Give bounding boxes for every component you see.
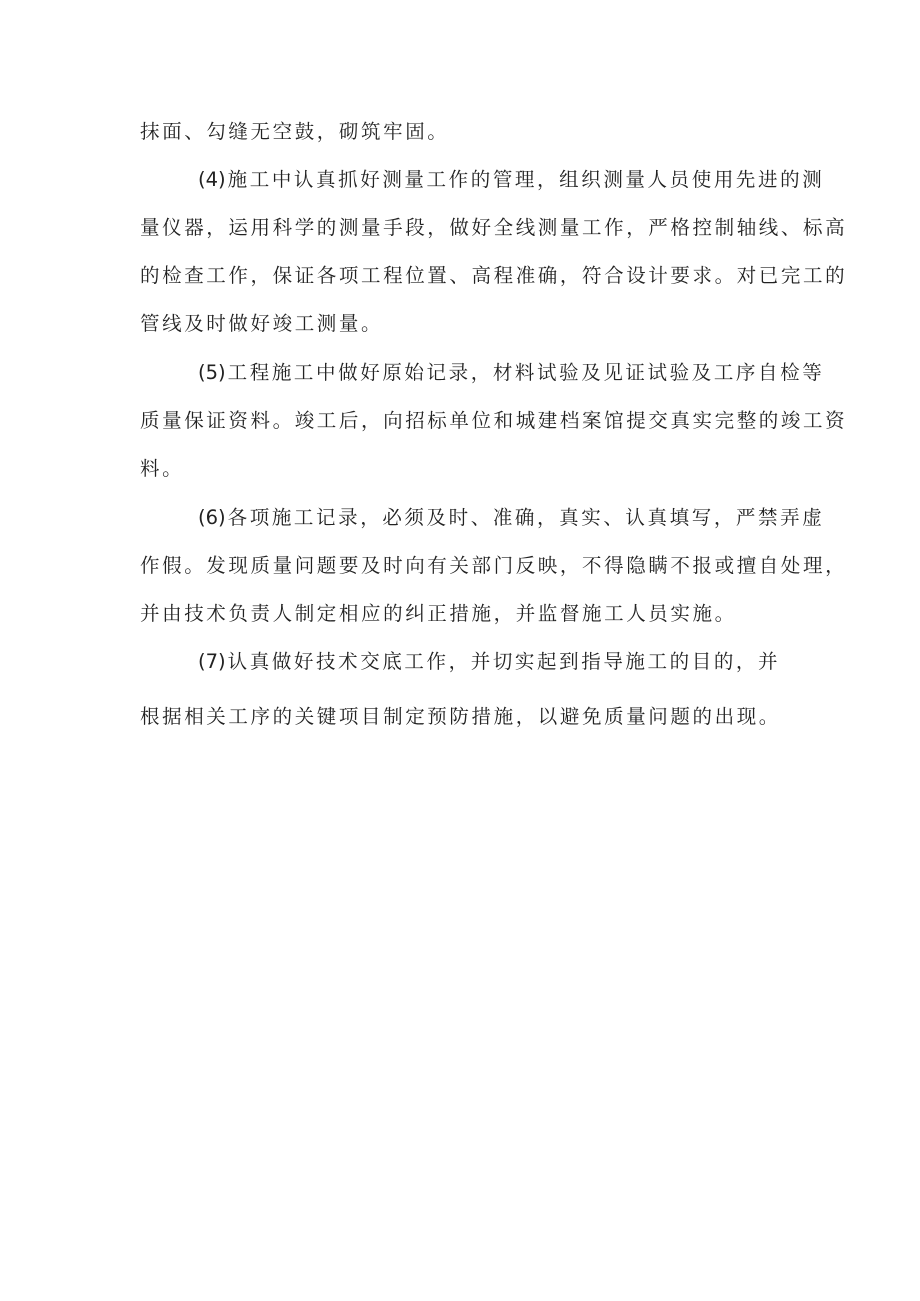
paragraph-line: 并由技术负责人制定相应的纠正措施，并监督施工人员实施。 — [140, 602, 737, 625]
paragraph-line: 抹面、勾缝无空鼓，砌筑牢固。 — [140, 120, 450, 143]
paragraph-line: 量仪器，运用科学的测量手段，做好全线测量工作，严格控制轴线、标高 — [140, 216, 848, 239]
paragraph-line: 作假。发现质量问题要及时向有关部门反映，不得隐瞒不报或擅自处理， — [140, 554, 848, 577]
item-text: 工程施工中做好原始记录，材料试验及见证试验及工序自检等 — [227, 361, 825, 384]
item-number: (4) — [198, 168, 226, 191]
item-number: (7) — [198, 650, 226, 673]
item-text: 认真做好技术交底工作，并切实起到指导施工的目的，并 — [227, 650, 781, 673]
paragraph-line: 质量保证资料。竣工后，向招标单位和城建档案馆提交真实完整的竣工资 — [140, 409, 848, 432]
paragraph-line: 管线及时做好竣工测量。 — [140, 312, 384, 335]
item-4-first-line — [198, 168, 824, 192]
item-5-first-line — [198, 361, 824, 385]
paragraph-line: 的检查工作，保证各项工程位置、高程准确，符合设计要求。对已完工的 — [140, 264, 848, 287]
item-number: (5) — [198, 361, 226, 384]
paragraph-line: 料。 — [140, 457, 185, 480]
item-7-first-line — [198, 650, 780, 674]
item-number: (6) — [198, 506, 226, 529]
item-text: 施工中认真抓好测量工作的管理，组织测量人员使用先进的测 — [227, 168, 825, 191]
item-text: 各项施工记录，必须及时、准确，真实、认真填写，严禁弄虚 — [227, 506, 825, 529]
item-6-first-line — [198, 506, 824, 530]
paragraph-line: 根据相关工序的关键项目制定预防措施，以避免质量问题的出现。 — [140, 705, 781, 728]
